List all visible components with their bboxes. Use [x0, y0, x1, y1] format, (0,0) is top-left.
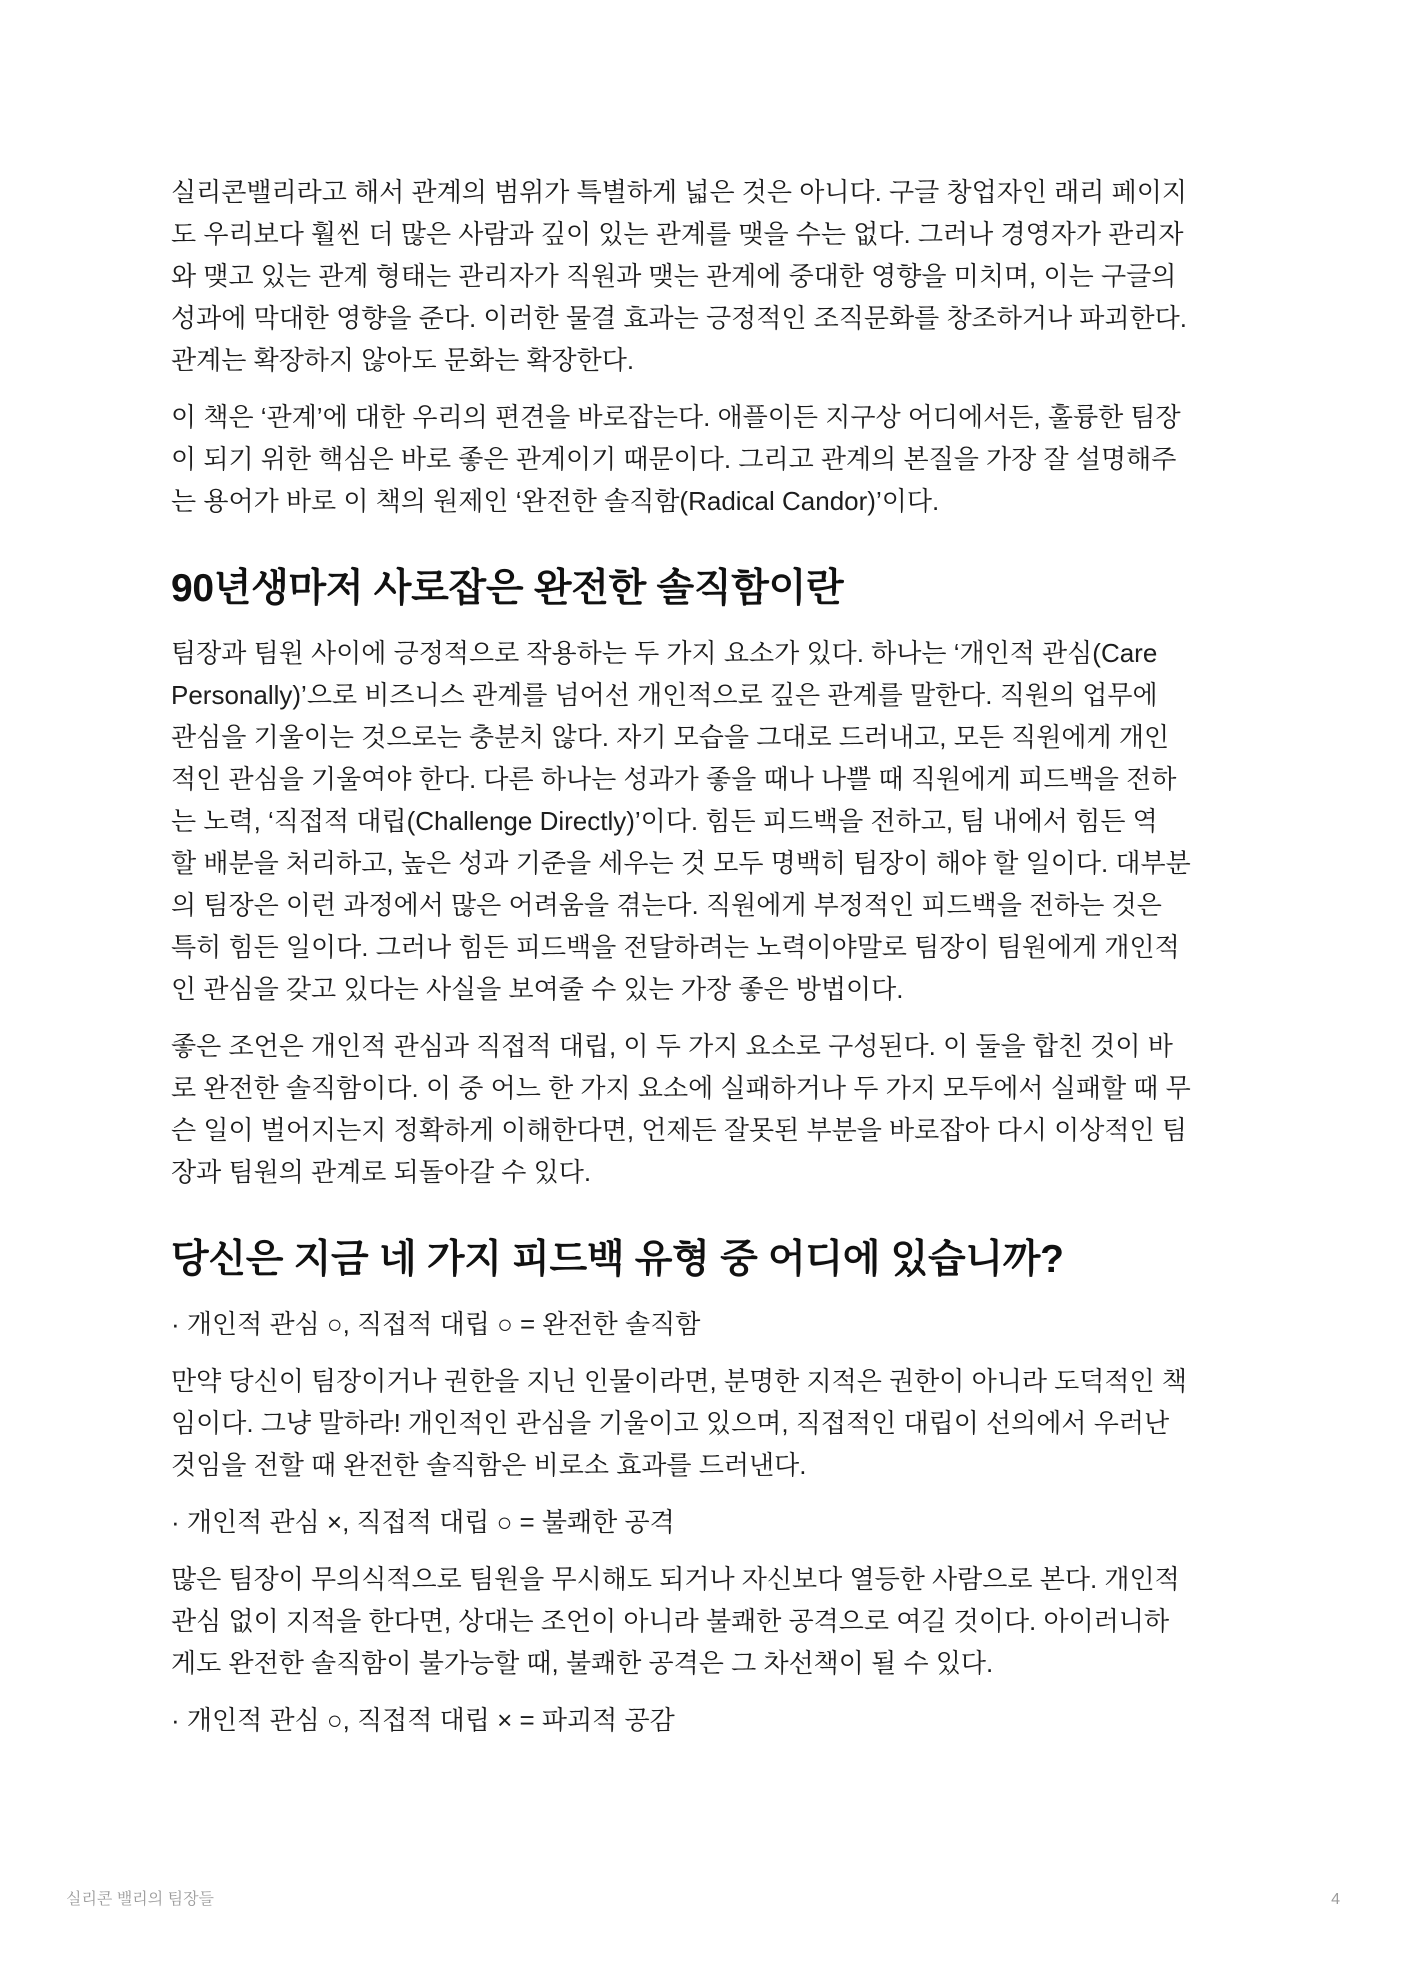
paragraph-line: 도 우리보다 훨씬 더 많은 사람과 깊이 있는 관계를 맺을 수는 없다. 그러나 경영자가 관리자	[171, 219, 1184, 249]
paragraph	[171, 632, 1234, 1010]
paragraph-line: 게도 완전한 솔직함이 불가능할 때, 불쾌한 공격은 그 차선책이 될 수 있다.	[171, 1648, 994, 1678]
feedback-type-label	[171, 1501, 1234, 1543]
paragraph-line: 관심을 기울이는 것으로는 충분치 않다. 자기 모습을 그대로 드러내고, 모든 직원에게 개인	[171, 722, 1170, 752]
paragraph-line: 의 팀장은 이런 과정에서 많은 어려움을 겪는다. 직원에게 부정적인 피드백을 전하는 것은	[171, 890, 1162, 920]
paragraph-line: 로 완전한 솔직함이다. 이 중 어느 한 가지 요소에 실패하거나 두 가지 모두에서 실패할 때 무	[171, 1073, 1191, 1103]
feedback-type-text: · 개인적 관심 ○, 직접적 대립 × = 파괴적 공감	[171, 1705, 675, 1735]
paragraph-line: 이 책은 ‘관계’에 대한 우리의 편견을 바로잡는다. 애플이든 지구상 어디에서든, 훌륭한 팀장	[171, 402, 1181, 432]
paragraph-line: 적인 관심을 기울여야 한다. 다른 하나는 성과가 좋을 때나 나쁠 때 직원에게 피드백을 전하	[171, 764, 1177, 794]
paragraph-line: Personally)’으로 비즈니스 관계를 넘어선 개인적으로 깊은 관계를 말한다. 직원의 업무에	[171, 680, 1158, 710]
paragraph	[171, 396, 1234, 522]
paragraph	[171, 1360, 1234, 1486]
paragraph-line: 할 배분을 처리하고, 높은 성과 기준을 세우는 것 모두 명백히 팀장이 해야 할 일이다. 대부분	[171, 848, 1191, 878]
paragraph-line: 팀장과 팀원 사이에 긍정적으로 작용하는 두 가지 요소가 있다. 하나는 ‘개인적 관심(Care	[171, 638, 1158, 668]
paragraph-line: 인 관심을 갖고 있다는 사실을 보여줄 수 있는 가장 좋은 방법이다.	[171, 974, 904, 1004]
paragraph	[171, 1558, 1234, 1684]
paragraph-line: 성과에 막대한 영향을 준다. 이러한 물결 효과는 긍정적인 조직문화를 창조하거나 파괴한다.	[171, 303, 1187, 333]
feedback-type-text: · 개인적 관심 ○, 직접적 대립 ○ = 완전한 솔직함	[171, 1309, 701, 1339]
paragraph-line: 관계는 확장하지 않아도 문화는 확장한다.	[171, 345, 635, 375]
paragraph-line: 관심 없이 지적을 한다면, 상대는 조언이 아니라 불쾌한 공격으로 여길 것이다. 아이러니하	[171, 1606, 1170, 1636]
section-heading: 90년생마저 사로잡은 완전한 솔직함이란	[171, 567, 844, 610]
footer-book-title: 실리콘 밸리의 팀장들	[66, 1891, 214, 1908]
paragraph-line: 슨 일이 벌어지는지 정확하게 이해한다면, 언제든 잘못된 부분을 바로잡아 다시 이상적인 팀	[171, 1115, 1187, 1145]
paragraph-line: 장과 팀원의 관계로 되돌아갈 수 있다.	[171, 1157, 592, 1187]
paragraph-line: 많은 팀장이 무의식적으로 팀원을 무시해도 되거나 자신보다 열등한 사람으로 본다. 개인적	[171, 1564, 1180, 1594]
paragraph-line: 임이다. 그냥 말하라! 개인적인 관심을 기울이고 있으며, 직접적인 대립이 선의에서 우러난	[171, 1408, 1170, 1438]
paragraph-line: 는 용어가 바로 이 책의 원제인 ‘완전한 솔직함(Radical Candor)’이다.	[171, 486, 940, 516]
page-body	[171, 171, 1234, 1756]
page-number: 4	[1331, 1891, 1340, 1908]
paragraph-line: 것임을 전할 때 완전한 솔직함은 비로소 효과를 드러낸다.	[171, 1450, 807, 1480]
paragraph	[171, 171, 1234, 381]
feedback-type-label	[171, 1303, 1234, 1345]
paragraph-line: 와 맺고 있는 관계 형태는 관리자가 직원과 맺는 관계에 중대한 영향을 미치며, 이는 구글의	[171, 261, 1177, 291]
page-footer	[66, 1889, 1340, 1911]
paragraph-line: 이 되기 위한 핵심은 바로 좋은 관계이기 때문이다. 그리고 관계의 본질을 가장 잘 설명해주	[171, 444, 1177, 474]
paragraph-line: 좋은 조언은 개인적 관심과 직접적 대립, 이 두 가지 요소로 구성된다. 이 둘을 합친 것이 바	[171, 1031, 1173, 1061]
feedback-type-text: · 개인적 관심 ×, 직접적 대립 ○ = 불쾌한 공격	[171, 1507, 675, 1537]
section-heading: 당신은 지금 네 가지 피드백 유형 중 어디에 있습니까?	[171, 1238, 1064, 1281]
paragraph-line: 는 노력, ‘직접적 대립(Challenge Directly)’이다. 힘든 피드백을 전하고, 팀 내에서 힘든 역	[171, 806, 1158, 836]
paragraph-line: 특히 힘든 일이다. 그러나 힘든 피드백을 전달하려는 노력이야말로 팀장이 팀원에게 개인적	[171, 932, 1180, 962]
paragraph	[171, 1025, 1234, 1193]
paragraph-line: 만약 당신이 팀장이거나 권한을 지닌 인물이라면, 분명한 지적은 권한이 아니라 도덕적인 책	[171, 1366, 1187, 1396]
feedback-type-label	[171, 1699, 1234, 1741]
paragraph-line: 실리콘밸리라고 해서 관계의 범위가 특별하게 넓은 것은 아니다. 구글 창업자인 래리 페이지	[171, 177, 1187, 207]
